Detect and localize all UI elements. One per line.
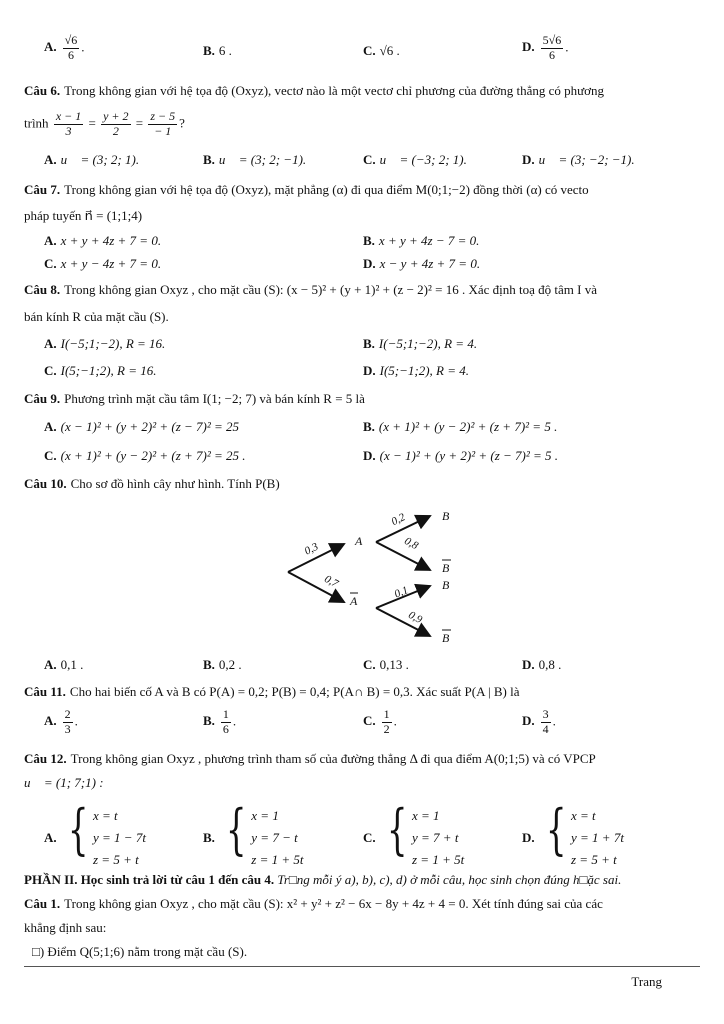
q8-option-b: B. I(−5;1;−2), R = 4. — [363, 336, 478, 351]
q12-option-b: B. { x = 1 y = 7 − t z = 1 + 5t — [203, 798, 304, 867]
q6-option-a: A. u⃗ = (3; 2; 1). — [44, 152, 140, 167]
node-bbar-1: B — [442, 561, 450, 575]
q7-option-a: A. x + y + 4z + 7 = 0. — [44, 233, 162, 248]
q9-text: Câu 9. Phương trình mặt cầu tâm I(1; −2; 7) và bán kính R = 5 là — [24, 391, 365, 406]
q7-text-2: pháp tuyến n⃗ = (1;1;4) — [24, 208, 143, 223]
footer-divider — [24, 966, 700, 967]
q6-option-d: D. u⃗ = (3; −2; −1). — [522, 152, 635, 167]
q10-option-d: D. 0,8 . — [522, 657, 562, 672]
q12-option-a: A. { x = t y = 1 − 7t z = 5 + t — [44, 798, 146, 867]
q8-text: Câu 8. Trong không gian Oxyz , cho mặt cầu (S): (x − 5)² + (y + 1)² + (z − 2)² = 16 . Xác định toạ độ tâm I và — [24, 282, 597, 297]
prob-a-b: 0,2 — [389, 511, 408, 529]
q12-text: Câu 12. Trong không gian Oxyz , phương trình tham số của đường thẳng Δ đi qua điểm A(0;1;5) và có VPCP — [24, 751, 596, 766]
node-b-1: B — [442, 509, 450, 523]
branch-abar-bbar — [376, 608, 430, 636]
part2-q1-item-a: □) Điểm Q(5;1;6) nằm trong mặt cầu (S). — [32, 944, 248, 959]
q8-option-a: A. I(−5;1;−2), R = 16. — [44, 336, 166, 351]
q7-option-b: B. x + y + 4z − 7 = 0. — [363, 233, 480, 248]
part2-heading: PHẦN II. Học sinh trả lời từ câu 1 đến câu 4. Tr□ng mỗi ý a), b), c), d) ở mỗi câu, học sinh chọn đúng h□ặc sai. — [24, 872, 622, 887]
q7-text: Câu 7. Trong không gian với hệ tọa độ (Oxyz), mặt phẳng (α) đi qua điểm M(0;1;−2) đồng thời (α) có vecto — [24, 182, 589, 197]
branch-a-bbar — [376, 542, 430, 570]
q10-option-a: A. 0,1 . — [44, 657, 84, 672]
q10-text: Câu 10. Cho sơ đồ hình cây như hình. Tính P(B) — [24, 476, 280, 491]
prob-abar: 0,7 — [322, 573, 341, 591]
q11-option-d: D. $\frac{3}{4}$ . — [522, 707, 556, 736]
q8-option-c: C. I(5;−1;2), R = 16. — [44, 363, 157, 378]
q5-option-d: D. $\frac{5√6}{6}$ . — [522, 33, 569, 62]
prob-a: 0,3 — [302, 540, 321, 558]
q11-option-a: A. $\frac{2}{3}$ . — [44, 707, 78, 736]
prob-abar-bbar: 0,9 — [406, 609, 425, 627]
q9-option-b: B. (x + 1)² + (y − 2)² + (z + 7)² = 5 . — [363, 419, 558, 434]
q12-option-d: D. { x = t y = 1 + 7t z = 5 + t — [522, 798, 624, 867]
q12-option-c: C. { x = 1 y = 7 + t z = 1 + 5t — [363, 798, 465, 867]
q8-text-2: bán kính R của mặt cầu (S). — [24, 309, 169, 324]
node-bbar-2: B — [442, 631, 450, 645]
q9-option-a: A. (x − 1)² + (y + 2)² + (z − 7)² = 25 — [44, 419, 240, 434]
part2-q1-text-2: khẳng định sau: — [24, 920, 107, 935]
q6-option-b: B. u⃗ = (3; 2; −1). — [203, 152, 307, 167]
q10-option-b: B. 0,2 . — [203, 657, 242, 672]
q6-text: Câu 6. Trong không gian với hệ tọa độ (Oxyz), vectơ nào là một vectơ chỉ phương của đường thẳng có phương — [24, 83, 605, 98]
page-footer-label: Trang — [631, 974, 662, 989]
part2-q1-text: Câu 1. Trong không gian Oxyz , cho mặt cầu (S): x² + y² + z² − 6x − 8y + 4z + 4 = 0. Xét tính đúng sai của các — [24, 896, 603, 911]
q11-option-c: C. $\frac{1}{2}$ . — [363, 707, 397, 736]
q7-option-c: C. x + y − 4z + 7 = 0. — [44, 256, 162, 271]
q12-text-2: u⃗ = (1; 7;1) : — [24, 775, 104, 790]
node-b-2: B — [442, 578, 450, 592]
node-a: A — [355, 534, 363, 548]
q5-option-c: C. √6 . — [363, 43, 400, 58]
q9-option-d: D. (x − 1)² + (y + 2)² + (z − 7)² = 5 . — [363, 448, 559, 463]
prob-a-bbar: 0,8 — [402, 535, 421, 553]
probability-tree-diagram — [0, 500, 724, 660]
q5-option-a: A. $\frac{√6}{6}$ . — [44, 33, 85, 62]
q8-option-d: D. I(5;−1;2), R = 4. — [363, 363, 470, 378]
q10-option-c: C. 0,13 . — [363, 657, 409, 672]
q5-option-b: B. 6 . — [203, 43, 232, 58]
q9-option-c: C. (x + 1)² + (y − 2)² + (z + 7)² = 25 . — [44, 448, 246, 463]
prob-abar-b: 0,1 — [392, 584, 410, 601]
q6-equation: trình $\frac{x - 1}{3}$ = $\frac{y + 2}{2}$ = $\frac{z - 5}{- 1}$ ? — [24, 109, 185, 138]
q11-option-b: B. $\frac{1}{6}$ . — [203, 707, 237, 736]
q6-option-c: C. u⃗ = (−3; 2; 1). — [363, 152, 467, 167]
q7-option-d: D. x − y + 4z + 7 = 0. — [363, 256, 481, 271]
q11-text: Câu 11. Cho hai biến cố A và B có P(A) = 0,2; P(B) = 0,4; P(A∩ B) = 0,3. Xác suất P(A | B) là — [24, 684, 520, 699]
node-abar: A — [350, 594, 358, 608]
